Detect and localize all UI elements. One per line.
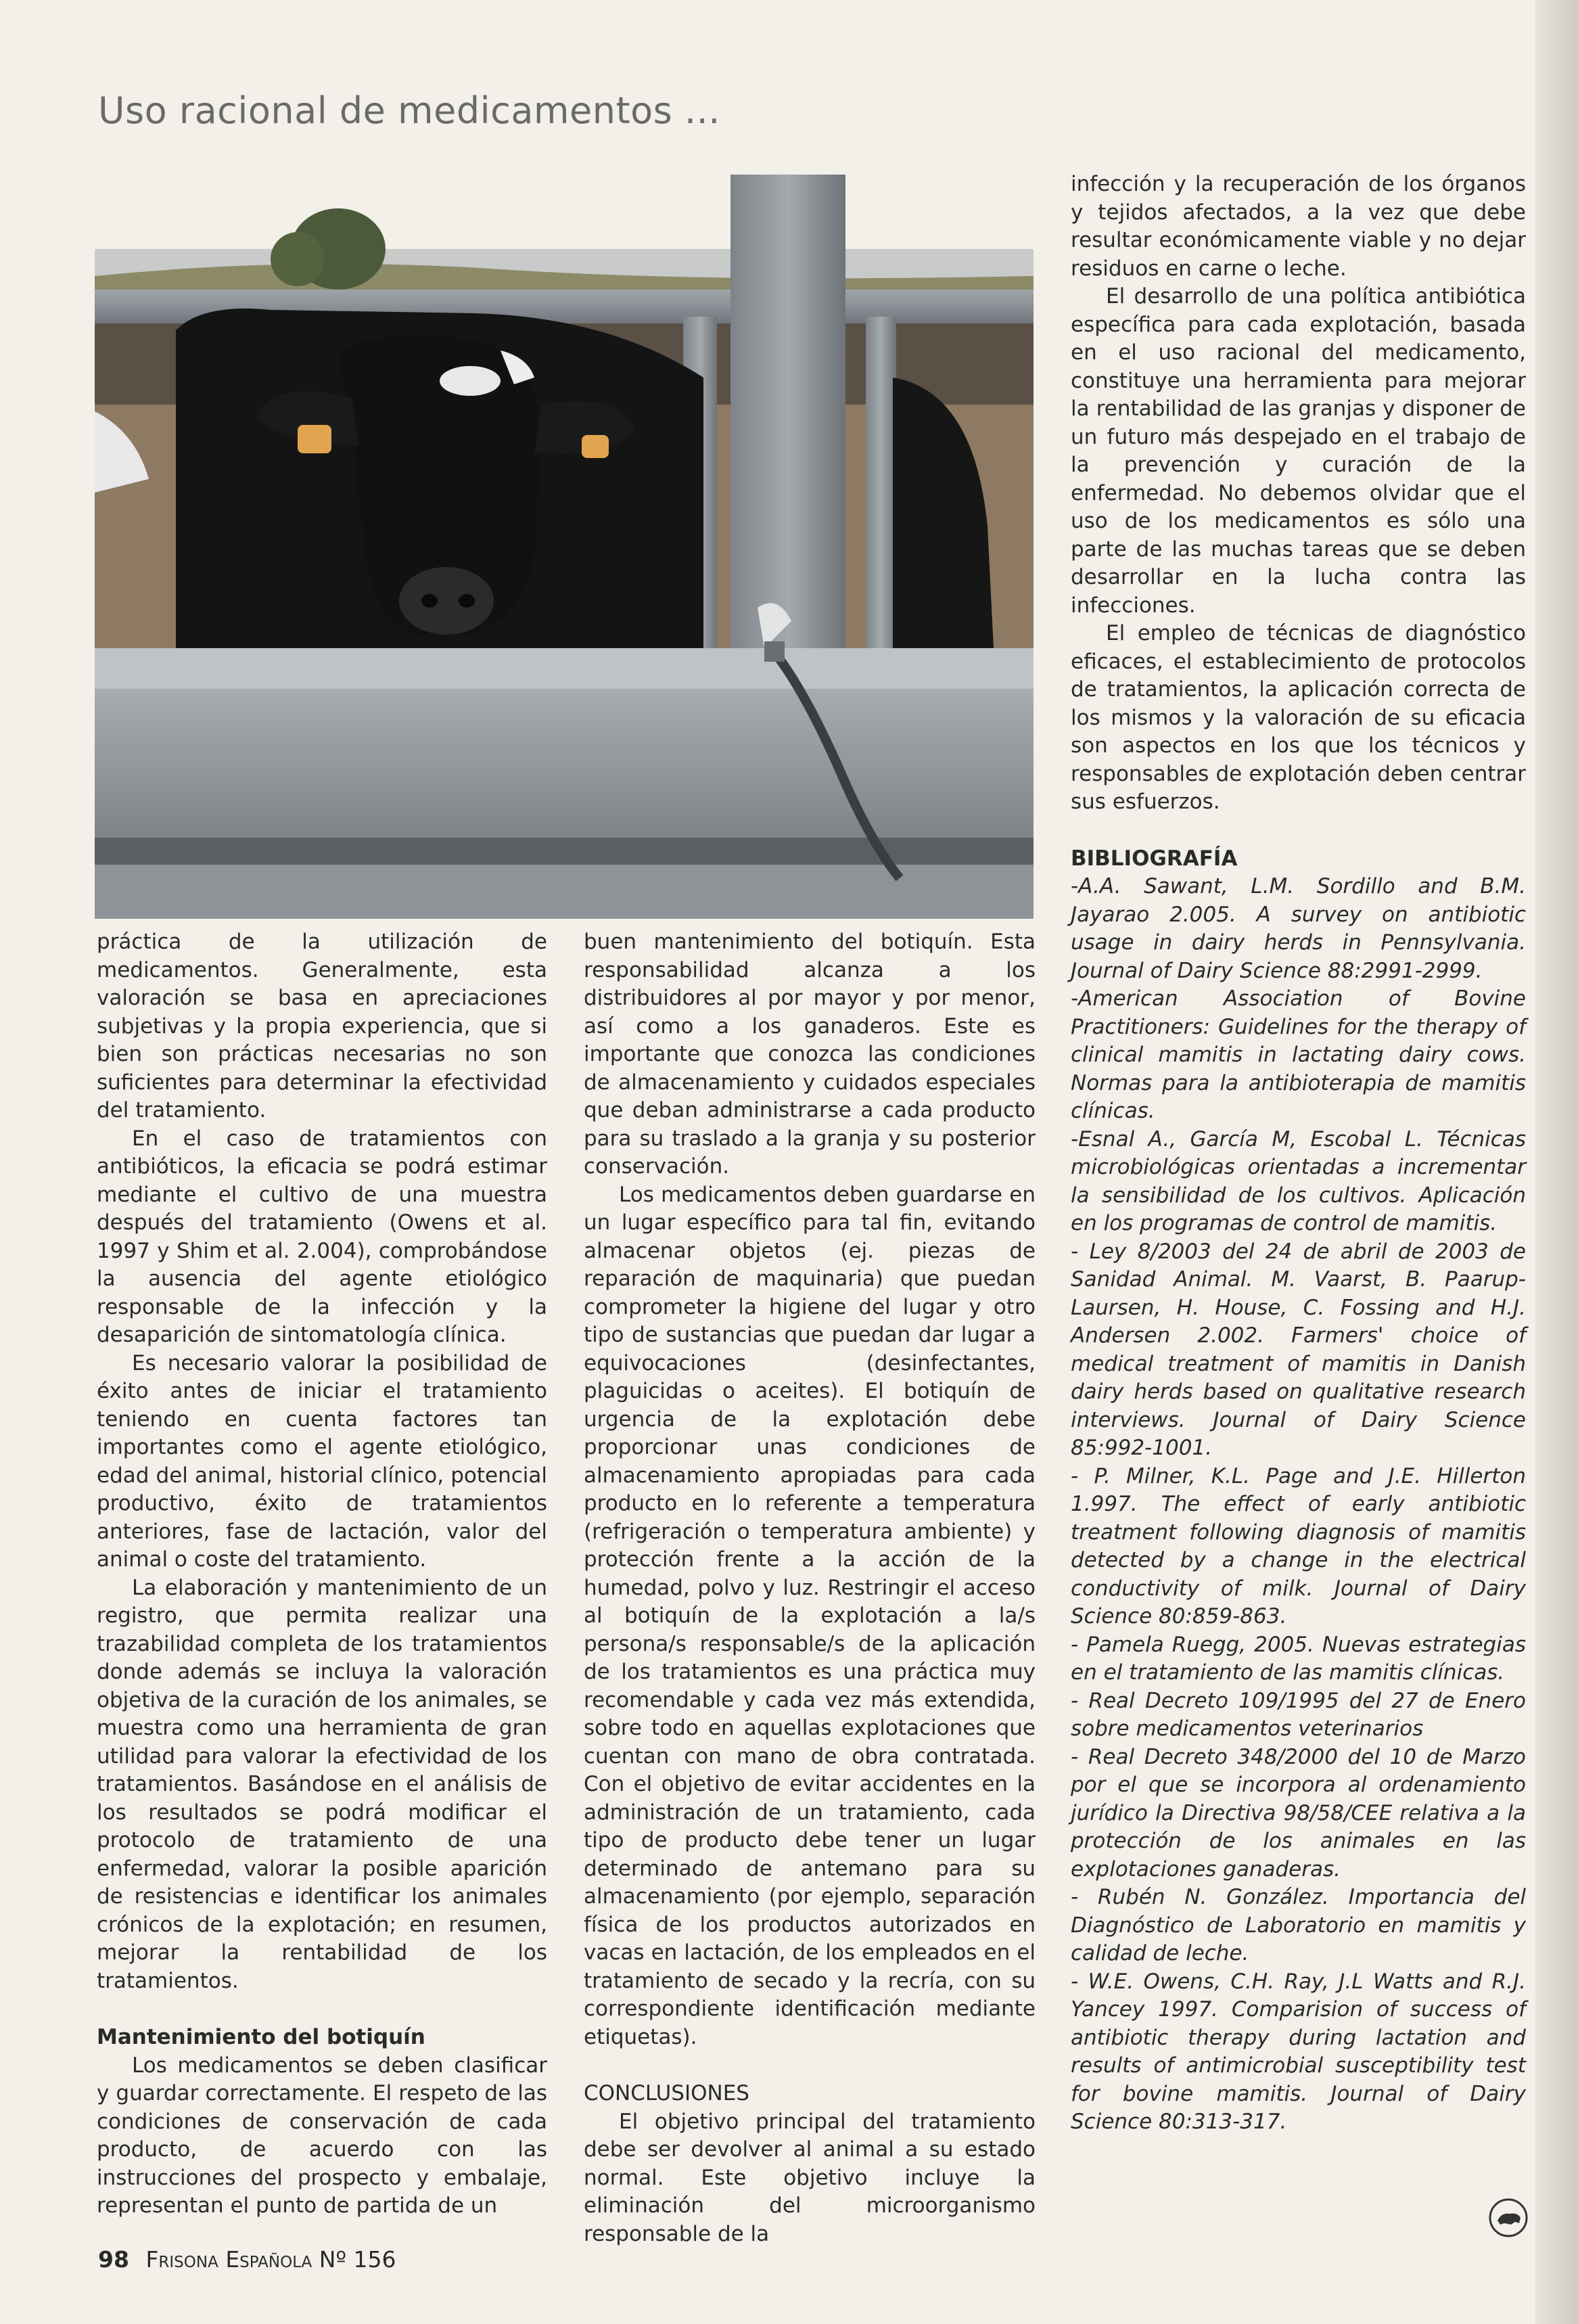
bibliography-entry: - Pamela Ruegg, 2005. Nuevas estrategias en el tratamiento de las mamitis clínicas. <box>1071 1632 1526 1685</box>
body-paragraph: práctica de la utilización de medicamentos. Generalmente, esta valoración se basa en apreciaciones subjetivas y la propia experiencia, que si bien son prácticas necesarias no son suficientes para determinar la efectividad del tratamiento. <box>97 930 547 1122</box>
page-edge-shadow <box>1535 0 1578 2324</box>
cow-photo-illustration <box>95 175 1034 919</box>
body-paragraph: Es necesario valorar la posibilidad de éxito antes de iniciar el tratamiento teniendo en cuenta factores tan importantes como el agente etiológico, edad del animal, historial clínico, potencial productivo, éxito de tratamientos anteriores, fase de lactación, valor del animal o coste del tratamiento. <box>97 1350 547 1572</box>
page-footer <box>98 2246 396 2273</box>
bibliography-entry: - Ley 8/2003 del 24 de abril de 2003 de Sanidad Animal. M. Vaarst, B. Paarup-Laursen, H. House, C. Fossing and H.J. Andersen 2.002. Farmers' choice of medical treatment of mamitis in Danish dairy herds based on qualitative research interviews. Journal of Dairy Science 85:992-1001. <box>1071 1239 1526 1460</box>
page-number: 98 <box>98 2246 129 2273</box>
magazine-name: Frisona Española <box>145 2246 312 2273</box>
conclusions-heading: CONCLUSIONES <box>584 2081 749 2105</box>
bibliography-entry: - Rubén N. González. Importancia del Diagnóstico de Laboratorio en mamitis y calidad de leche. <box>1071 1885 1526 1965</box>
cow-logo-icon <box>1488 2197 1529 2238</box>
body-paragraph: El empleo de técnicas de diagnóstico eficaces, el establecimiento de protocolos de tratamientos, la aplicación correcta de los mismos y la valoración de su eficacia son aspectos en los que los técnicos y responsables de explotación deben centrar sus esfuerzos. <box>1071 621 1526 814</box>
body-paragraph: La elaboración y mantenimiento de un registro, que permita realizar una trazabilidad completa de los tratamientos donde además se incluya la valoración objetiva de la curación de los animales, se muestra como una herramienta de gran utilidad para valorar la efectividad de los tratamientos. Basándose en el análisis de los resultados se podrá modificar el protocolo de tratamiento de una enfermedad, valorar la posible aparición de resistencias e identificar los animales crónicos de la explotación; en resumen, mejorar la rentabilidad de los tratamientos. <box>97 1575 547 1993</box>
issue-number: Nº 156 <box>319 2246 396 2273</box>
bibliography-entry: -American Association of Bovine Practitioners: Guidelines for the therapy of clinical mamitis in lactating dairy cows. Normas para la antibioterapia de mamitis clínicas. <box>1071 986 1526 1123</box>
left-column <box>97 928 547 2220</box>
bibliography-entry: - W.E. Owens, C.H. Ray, J.L Watts and R.J. Yancey 1997. Comparision of success of antibiotic therapy during lactation and results of antimicrobial susceptibility test for bovine mamitis. Journal of Dairy Science 80:313-317. <box>1071 1969 1526 2134</box>
body-paragraph: El desarrollo de una política antibiótica específica para cada explotación, basada en el uso racional del medicamento, constituye una herramienta para mejorar la rentabilidad de las granjas y disponer de un futuro más despejado en el trabajo de la prevención y curación de la enfermedad. No debemos olvidar que el uso de los medicamentos es sólo una parte de las muchas tareas que se deben desarrollar en la lucha contra las infecciones. <box>1071 284 1526 618</box>
body-paragraph: Los medicamentos deben guardarse en un lugar específico para tal fin, evitando almacenar objetos (ej. piezas de reparación de maquinaria) que puedan comprometer la higiene del lugar y otro tipo de sustancias que puedan dar lugar a equivocaciones (desinfectantes, plaguicidas o aceites). El botiquín de urgencia de la explotación debe proporcionar unas condiciones de almacenamiento apropiadas para cada producto en lo referente a temperatura (refrigeración o temperatura ambiente) y protección frente a la acción de la humedad, polvo y luz. Restringir el acceso al botiquín de la explotación a la/s persona/s responsable/s de la aplicación de los tratamientos es una práctica muy recomendable y cada vez más extendida, sobre todo en aquellas explotaciones que cuentan con mano de obra contratada. Con el objetivo de evitar accidentes en la administración de un tratamiento, cada tipo de producto debe tener un lugar determinado de antemano para su almacenamiento (por ejemplo, separación física de los productos autorizados en vacas en lactación, de los empleados en el tratamiento de secado y la recría, con su correspondiente identificación mediante etiquetas). <box>584 1182 1036 2049</box>
section-heading: Mantenimiento del botiquín <box>97 2025 425 2049</box>
bibliography-entry: - Real Decreto 109/1995 del 27 de Enero sobre medicamentos veterinarios <box>1071 1688 1526 1741</box>
right-column <box>1071 170 1526 2200</box>
middle-column <box>584 928 1036 2246</box>
bibliography-entry: -A.A. Sawant, L.M. Sordillo and B.M. Jayarao 2.005. A survey on antibiotic usage in dairy herds in Pennsylvania. Journal of Dairy Science 88:2991-2999. <box>1071 874 1526 983</box>
body-paragraph: infección y la recuperación de los órganos y tejidos afectados, a la vez que debe resultar económicamente viable y no dejar residuos en carne o leche. <box>1071 172 1526 281</box>
bibliography-heading: BIBLIOGRAFÍA <box>1071 846 1238 871</box>
bibliography-entry: - P. Milner, K.L. Page and J.E. Hillerton 1.997. The effect of early antibiotic treatment following diagnosis of mamitis detected by a change in the electrical conductivity of milk. Journal of Dairy Science 80:859-863. <box>1071 1463 1526 1628</box>
bibliography <box>1071 845 1526 2137</box>
body-paragraph: Los medicamentos se deben clasificar y guardar correctamente. El respeto de las condiciones de conservación de cada producto, de acuerdo con las instrucciones del prospecto y embalaje, representan el punto de partida de un <box>97 2053 547 2218</box>
body-paragraph: El objetivo principal del tratamiento debe ser devolver al animal a su estado normal. Este objetivo incluye la eliminación del microorganismo responsable de la <box>584 2109 1036 2246</box>
body-paragraph: En el caso de tratamientos con antibióticos, la eficacia se podrá estimar mediante el cultivo de una muestra después del tratamiento (Owens et al. 1997 y Shim et al. 2.004), comprobándose la ausencia del agente etiológico responsable de la infección y la desaparición de sintomatología clínica. <box>97 1126 547 1347</box>
page-title: Uso racional de medicamentos ... <box>98 89 720 132</box>
body-paragraph: buen mantenimiento del botiquín. Esta responsabilidad alcanza a los distribuidores al por mayor y por menor, así como a los ganaderos. Este es importante que conozca las condiciones de almacenamiento y cuidados especiales que deban administrarse a cada producto para su traslado a la granja y su posterior conservación. <box>584 930 1036 1179</box>
bibliography-entry: -Esnal A., García M, Escobal L. Técnicas microbiológicas orientadas a incrementar la sensibilidad de los cultivos. Aplicación en los programas de control de mamitis. <box>1071 1126 1526 1235</box>
cow-photo <box>95 175 1034 919</box>
bibliography-entry: - Real Decreto 348/2000 del 10 de Marzo por el que se incorpora al ordenamiento jurídico la Directiva 98/58/CEE relativa a la protección de los animales en las explotaciones ganaderas. <box>1071 1744 1526 1882</box>
